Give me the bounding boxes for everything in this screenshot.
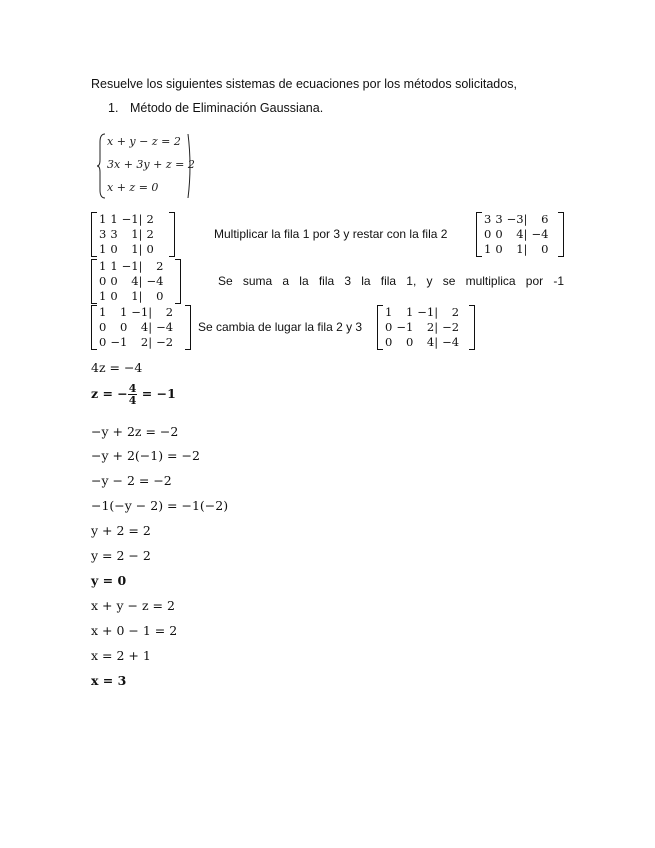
step3-matrix-b: 1 1 −1| 2 0 −1 2| −2 0 0 4| −4 — [377, 305, 475, 350]
step3-matrix-a: 1 1 −1| 2 0 0 4| −4 0 −1 2| −2 — [91, 305, 191, 350]
solution-line: −1(−y − 2) = −1(−2) — [91, 498, 229, 513]
list-number: 1. — [108, 101, 119, 115]
equation-system — [97, 132, 193, 200]
system-eq-3: x + z = 0 — [107, 181, 159, 194]
left-brace-icon — [97, 132, 107, 200]
solution-x-result: x = 3 — [91, 673, 127, 688]
system-eq-2: 3x + 3y + z = 2 — [107, 158, 195, 171]
step2-text: Se suma a la fila 3 la fila 1, y se multiplica por -1 — [218, 274, 564, 288]
step1-matrix-a: 1 1 −1| 2 3 3 1| 2 1 0 1| 0 — [91, 212, 175, 257]
solution-line: −y − 2 = −2 — [91, 473, 172, 488]
step2-matrix-a: 1 1 −1| 2 0 0 4| −4 1 0 1| 0 — [91, 259, 181, 304]
intro-text: Resuelve los siguientes sistemas de ecuaciones por los métodos solicitados, — [91, 77, 517, 91]
solution-line: −y + 2z = −2 — [91, 424, 179, 439]
system-eq-1: x + y − z = 2 — [107, 135, 181, 148]
step1-matrix-b: 3 3 −3| 6 0 0 4| −4 1 0 1| 0 — [476, 212, 564, 257]
solution-line: x = 2 + 1 — [91, 648, 151, 663]
solution-eq-4z: 4z = −4 — [91, 360, 143, 375]
list-item-label: Método de Eliminación Gaussiana. — [130, 101, 324, 115]
solution-line: y = 2 − 2 — [91, 548, 151, 563]
step3-text: Se cambia de lugar la fila 2 y 3 — [198, 320, 363, 334]
solution-z-result: z = − $\frac{4}{4}$ = −1 — [91, 382, 176, 407]
solution-line: y + 2 = 2 — [91, 523, 151, 538]
solution-y-result: y = 0 — [91, 573, 127, 588]
solution-line: x + y − z = 2 — [91, 598, 175, 613]
solution-line: −y + 2(−1) = −2 — [91, 448, 200, 463]
step1-text: Multiplicar la fila 1 por 3 y restar con la fila 2 — [214, 227, 448, 241]
solution-line: x + 0 − 1 = 2 — [91, 623, 178, 638]
